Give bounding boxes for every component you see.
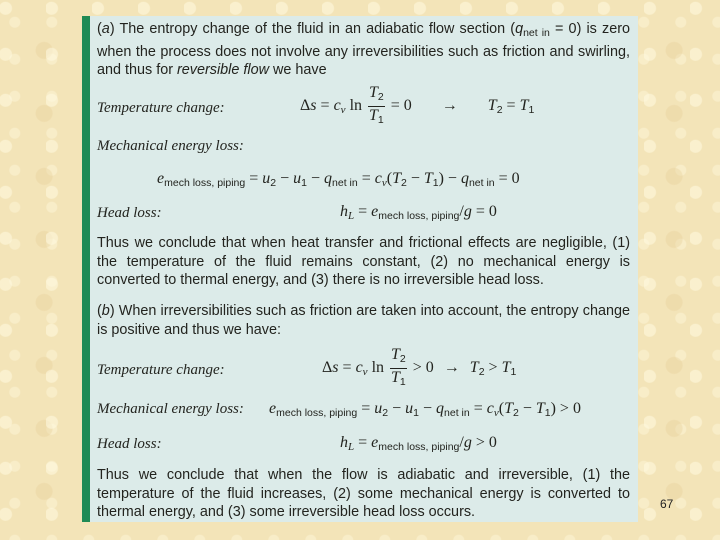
- content-panel: [82, 16, 638, 522]
- a-head-equation: hL = $e_{mech loss, piping}/g = 0$: [340, 203, 497, 222]
- accent-bar: [82, 16, 90, 522]
- a-head-label: Head loss:: [97, 205, 162, 221]
- a-mechanical-equation: $e_{mech loss, piping} = u_2 - u_1 - q_{net in} = cv(T_2 - T_1) - q_{net in} = 0$: [157, 170, 520, 189]
- a-mechanical-label: Mechanical energy loss:: [97, 138, 244, 154]
- arrow-icon-b: →: [443, 359, 460, 377]
- b-conclusion: Thus we conclude that when the flow is adiabatic and irreversible, (1) the temperature of the fluid increases, (2) some mechanical energy is converted to thermal energy, and (3) some irreversible head loss occurs.: [97, 467, 630, 520]
- b-temperature-equation: Δs = cv ln $\frac{T_2}{T_1}$ > $0 \to T_2 > T_1$: [322, 346, 517, 388]
- b-mechanical-equation: $e_{mech loss, piping} = u_2 - u_1 - q_{net in} = cv(T_2 - T_1) > 0$: [269, 400, 581, 419]
- b-head-equation: hL = $e_{mech loss, piping}/g > 0$: [340, 434, 497, 453]
- a-temperature-equation: Δs = cv ln $\frac{T_2}{T_1}$ = $0 \to T_2 = T_1$: [300, 84, 535, 126]
- arrow-icon: →: [441, 97, 458, 115]
- a-temperature-label: Temperature change:: [97, 100, 225, 116]
- a-conclusion: Thus we conclude that when heat transfer and frictional effects are negligible, (1) the temperature of the fluid remains constant, (2) no mechanical energy is converted to thermal energy, and (3) there is no irreversible head loss.: [97, 235, 630, 288]
- part-b-intro: (b) When irreversibilities such as friction are taken into account, the entropy change is positive and thus we have:: [97, 303, 630, 338]
- page-number: 67: [660, 497, 674, 511]
- b-mechanical-label: Mechanical energy loss:: [97, 401, 244, 417]
- part-a-intro-text: (a) The entropy change of the fluid in an adiabatic flow section $(q_{net in} = 0)$ is zero when the process does not involve any irreversibilities such as friction and swirling, and thus for reversible flow we have: [97, 21, 630, 78]
- part-a-intro: [97, 20, 630, 80]
- b-head-label: Head loss:: [97, 436, 162, 452]
- b-temperature-label: Temperature change:: [97, 362, 225, 378]
